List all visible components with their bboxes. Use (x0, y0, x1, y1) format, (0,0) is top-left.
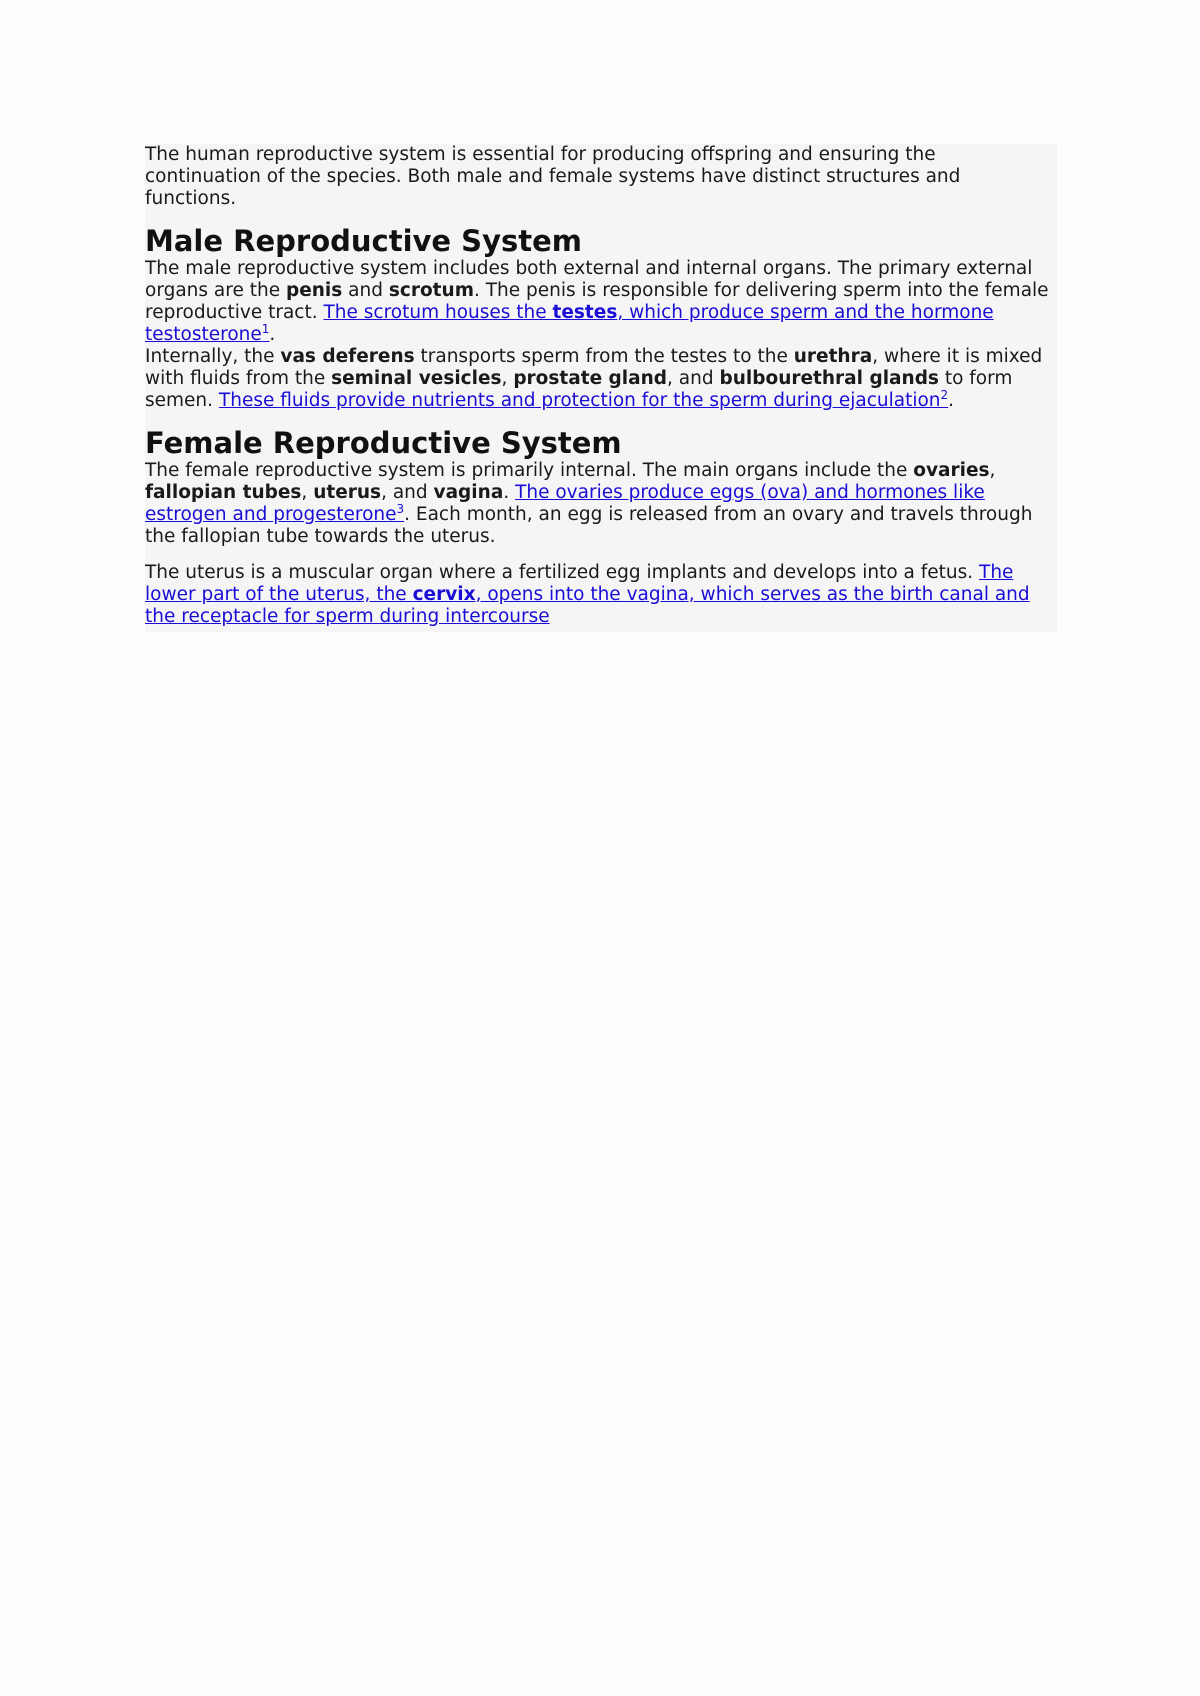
article-content (145, 144, 1057, 632)
term-prostate-gland: prostate gland (513, 368, 668, 389)
term-penis: penis (285, 280, 343, 301)
citation-link-3[interactable]: The ovaries produce eggs (ova) and hormones like estrogen and progesterone$^3$ (145, 482, 985, 525)
term-seminal-vesicles: seminal vesicles (331, 368, 502, 389)
term-testes: testes (552, 302, 618, 323)
term-urethra: urethra (793, 346, 873, 367)
intro-paragraph: The human reproductive system is essential for producing offspring and ensuring the continuation of the species. Both male and female systems have distinct structures and functions. (145, 144, 961, 209)
reference-1: 1 (261, 321, 270, 336)
term-vagina: vagina (433, 482, 504, 503)
reference-2: 2 (940, 387, 949, 402)
term-ovaries: ovaries (913, 460, 990, 481)
male-paragraph-1: The male reproductive system includes both external and internal organs. The primary external organs are the penis and scrotum. The penis is responsible for delivering sperm into the female reproductive tract. The scrotum houses the testes, which produce sperm and the hormone testosterone$^1$. (145, 258, 1049, 345)
female-heading: Female Reproductive System (145, 426, 622, 460)
citation-link-2[interactable]: These fluids provide nutrients and protection for the sperm during ejaculation$^2$ (218, 387, 949, 411)
citation-link-4[interactable]: The lower part of the uterus, the cervix, opens into the vagina, which serves as the birth canal and the receptacle for sperm during intercourse (145, 562, 1030, 627)
term-bulbourethral-glands: bulbourethral glands (719, 368, 939, 389)
female-paragraph-2: The uterus is a muscular organ where a fertilized egg implants and develops into a fetus. The lower part of the uterus, the cervix, opens into the vagina, which serves as the birth canal and the receptacle for sperm during intercourse (145, 562, 1030, 627)
citation-link-1[interactable]: The scrotum houses the testes, which produce sperm and the hormone testosterone$^1$ (145, 302, 994, 345)
female-paragraph-1: The female reproductive system is primarily internal. The main organs include the ovaries, fallopian tubes, uterus, and vagina. The ovaries produce eggs (ova) and hormones like estrogen and progesterone$^3$. Each month, an egg is released from an ovary and travels through the fallopian tube towards the uterus. (145, 460, 1033, 547)
term-vas-deferens: vas deferens (280, 346, 415, 367)
term-cervix: cervix (412, 584, 476, 605)
term-fallopian-tubes: fallopian tubes (145, 482, 302, 503)
reference-3: 3 (396, 501, 405, 516)
male-heading: Male Reproductive System (145, 224, 582, 258)
term-scrotum: scrotum (388, 280, 474, 301)
term-uterus: uterus (313, 482, 382, 503)
male-paragraph-2: Internally, the vas deferens transports sperm from the testes to the urethra, where it is mixed with fluids from the seminal vesicles, prostate gland, and bulbourethral glands to form semen. These fluids provide nutrients and protection for the sperm during ejaculation$^2$. (145, 346, 1043, 411)
